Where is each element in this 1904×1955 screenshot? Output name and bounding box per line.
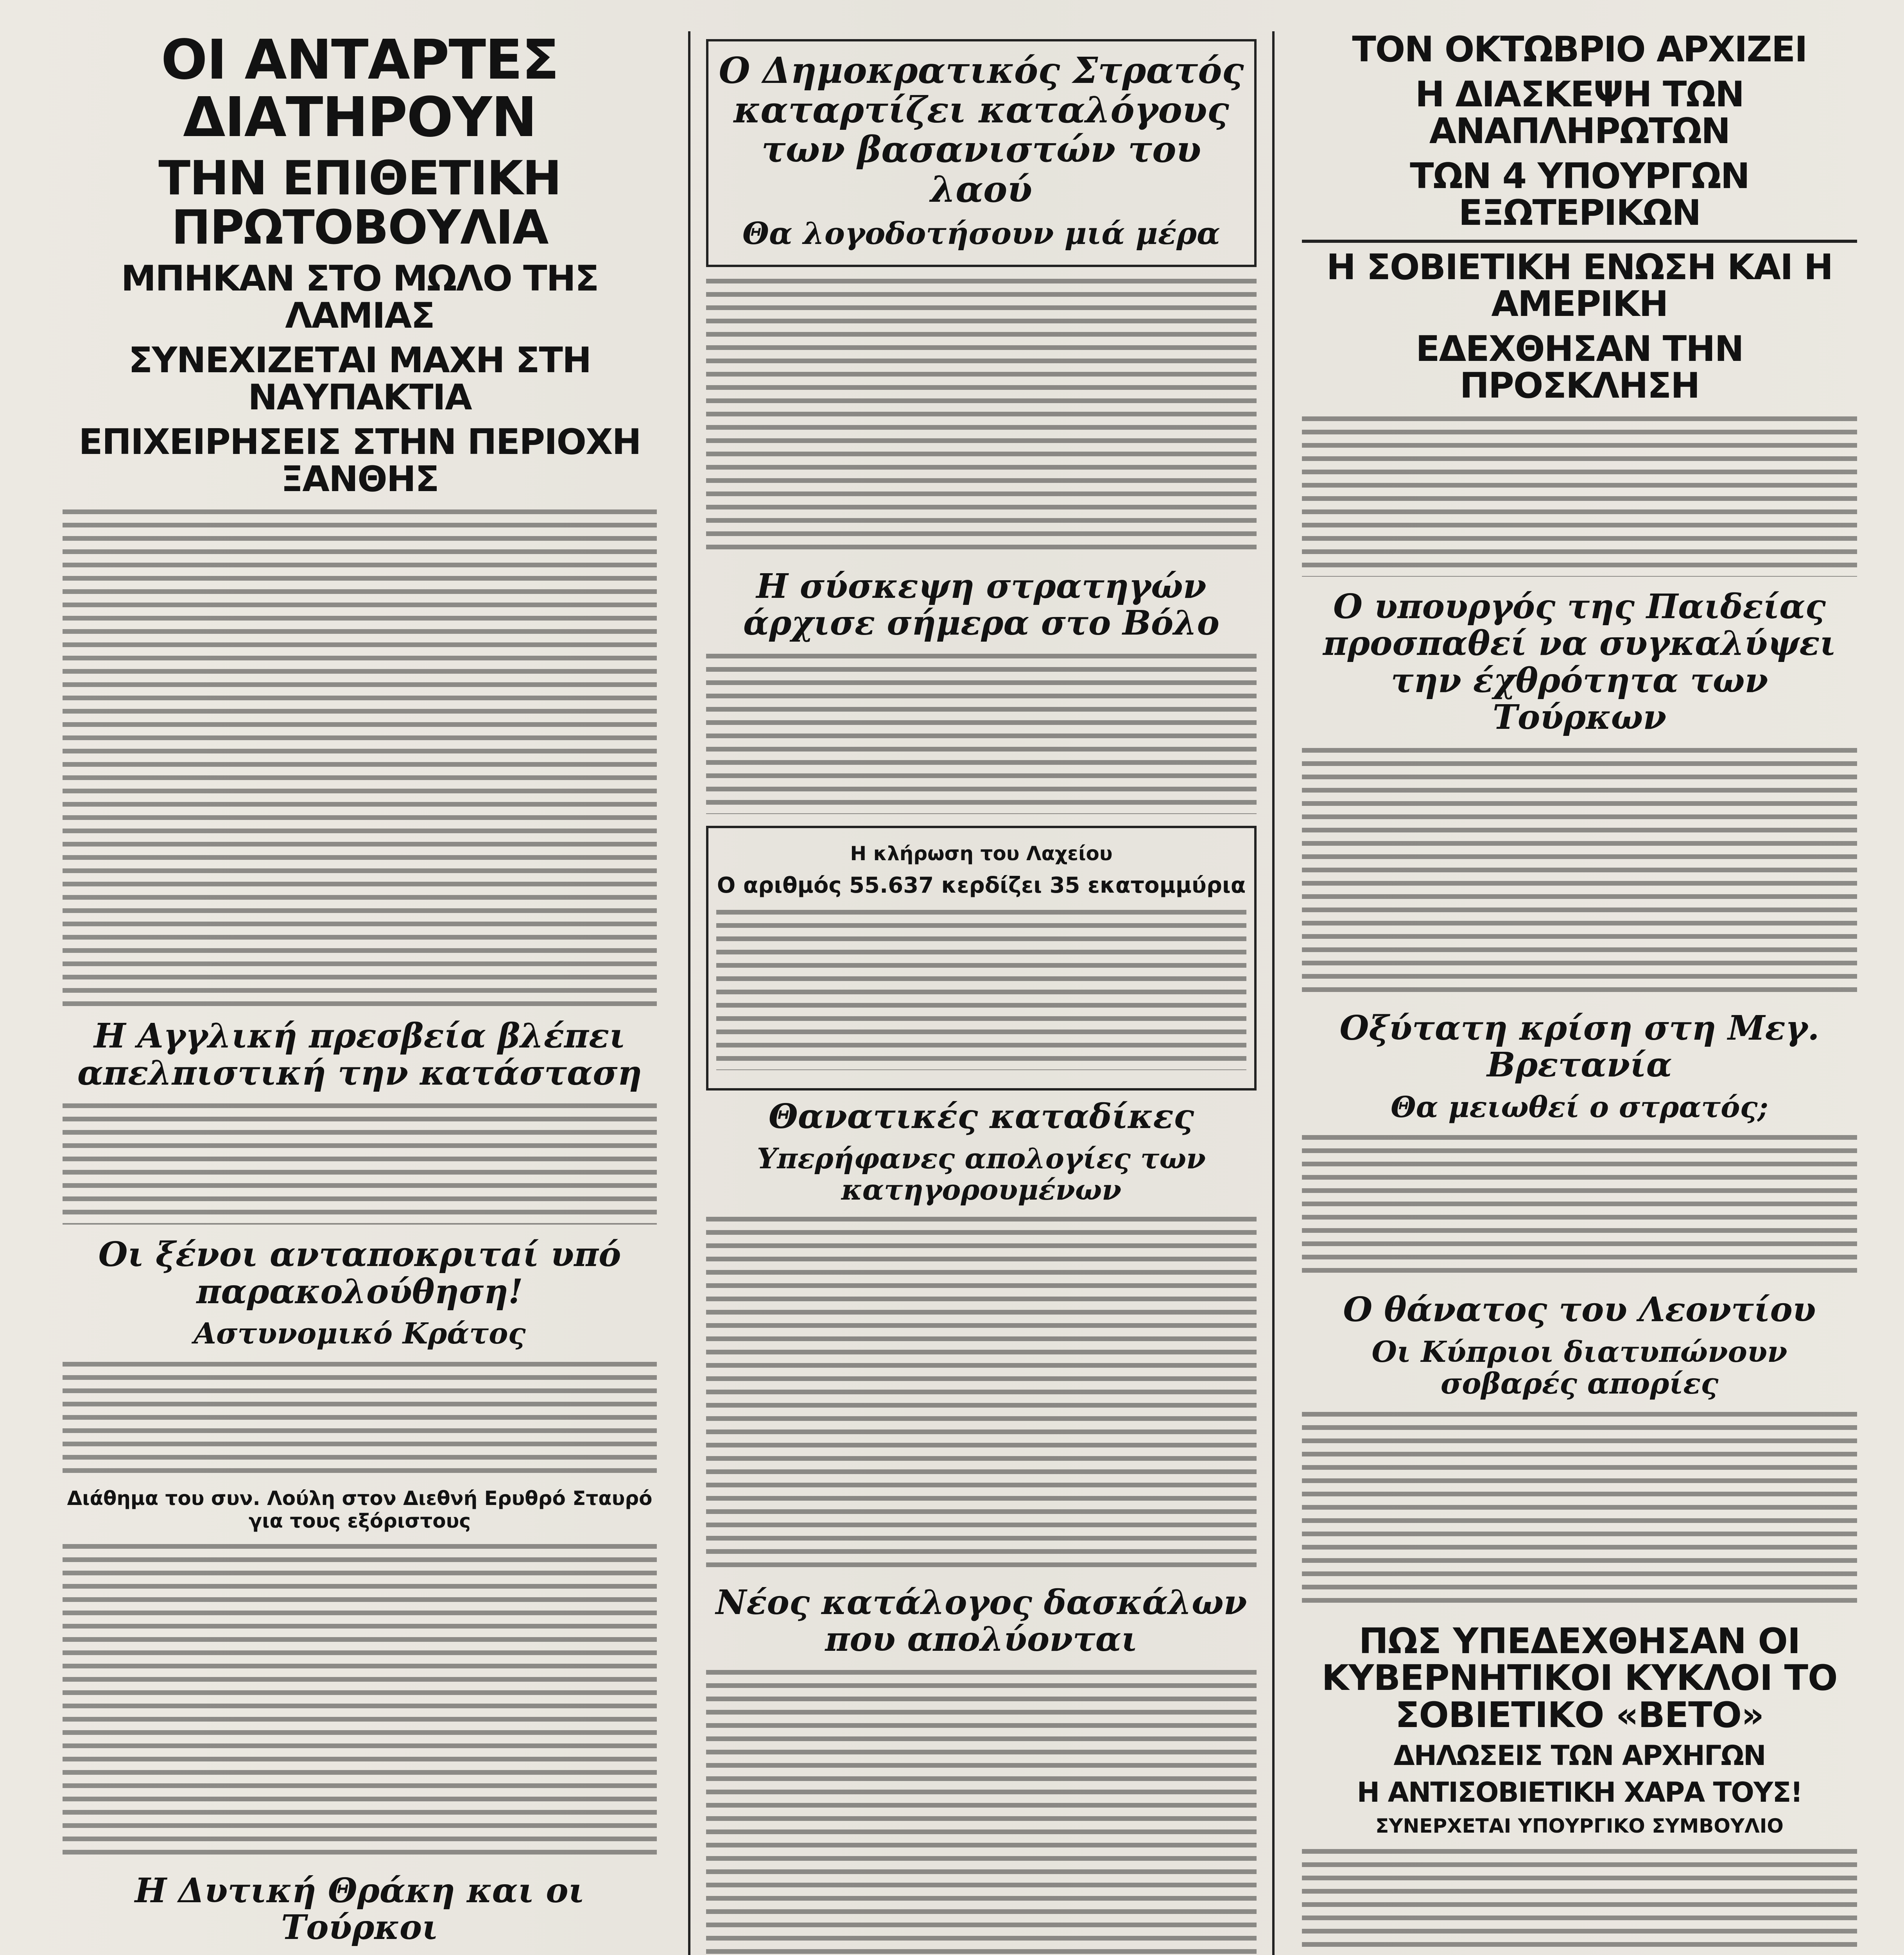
left-headline-5: ΕΠΙΧΕΙΡΗΣΕΙΣ ΣΤΗΝ ΠΕΡΙΟΧΗ ΞΑΝΘΗΣ xyxy=(79,421,641,500)
middle-lottery-box xyxy=(706,826,1257,1090)
middle-story-5-title: Νέος κατάλογος δασκάλων που απολύονται xyxy=(715,1582,1247,1659)
left-story-5-title: Η Δυτική Θράκη και οι Τούρκοι xyxy=(134,1871,585,1948)
right-text-block-3 xyxy=(1302,1131,1857,1280)
middle-story-2-title: Η σύσκεψη στρατηγών άρχισε σήμερα στο Βόλο xyxy=(743,566,1219,643)
right-text-block-4 xyxy=(1302,1408,1857,1611)
right-story-2-title: Ο υπουργός της Παιδείας προσπαθεί να συγκαλύψει την έχθρότητα των Τούρκων xyxy=(1323,586,1836,737)
left-story-2-title: Η Αγγλική πρεσβεία βλέπει απελπιστική την κατάσταση xyxy=(77,1016,642,1093)
left-text-block-4 xyxy=(63,1540,657,1861)
left-headline-3: ΜΠΗΚΑΝ ΣΤΟ ΜΩΛΟ ΤΗΣ ΛΑΜΙΑΣ xyxy=(121,258,599,336)
right-story-4-sub: Οι Κύπριοι διατυπώνουν σοβαρές απορίες xyxy=(1372,1335,1787,1401)
middle-headline-1: Ο Δημοκρατικός Στρατός καταρτίζει καταλόγους των βασανιστών του λαού xyxy=(719,49,1244,210)
left-text-block-3 xyxy=(63,1358,657,1475)
right-story-5-title: ΠΩΣ ΥΠΕΔΕΧΘΗΣΑΝ ΟΙ ΚΥΒΕΡΝΗΤΙΚΟΙ ΚΥΚΛΟΙ ΤΟ ΣΟΒΙΕΤΙΚΟ «ΒΕΤΟ» xyxy=(1321,1620,1838,1736)
middle-story-3-title: Η κλήρωση του Λαχείου xyxy=(850,842,1113,865)
right-story-3-title: Οξύτατη κρίση στη Μεγ. Βρετανία xyxy=(1339,1008,1820,1085)
middle-headline-2: Θα λογοδοτήσουν μιά μέρα xyxy=(742,215,1220,251)
middle-text-block-1 xyxy=(706,275,1257,556)
middle-top-box xyxy=(706,39,1257,267)
left-headline-1: ΟΙ ΑΝΤΑΡΤΕΣ ΔΙΑΤΗΡΟΥΝ xyxy=(161,28,559,149)
right-headline-2: Η ΔΙΑΣΚΕΨΗ ΤΩΝ ΑΝΑΠΛΗΡΩΤΩΝ xyxy=(1415,74,1744,152)
right-story-5-sub3: ΣΥΝΕΡΧΕΤΑΙ ΥΠΟΥΡΓΙΚΟ ΣΥΜΒΟΥΛΙΟ xyxy=(1375,1815,1784,1838)
middle-text-block-4 xyxy=(706,1213,1257,1573)
middle-story-4-title: Θανατικές καταδίκες xyxy=(768,1096,1194,1136)
right-text-block-5 xyxy=(1302,1845,1857,1955)
middle-story-4-sub: Υπερήφανες απολογίες των κατηγορουμένων xyxy=(757,1142,1206,1206)
left-column xyxy=(47,28,672,1955)
right-text-block-1 xyxy=(1302,413,1857,577)
left-text-block-2 xyxy=(63,1099,657,1225)
right-story-5-sub2: Η ΑΝΤΙΣΟΒΙΕΤΙΚΗ ΧΑΡΑ ΤΟΥΣ! xyxy=(1357,1776,1802,1808)
right-rule-1 xyxy=(1302,240,1857,243)
left-headline-2: ΤΗΝ ΕΠΙΘΕΤΙΚΗ ΠΡΩΤΟΒΟΥΛΙΑ xyxy=(158,151,561,255)
middle-story-3-sub: Ο αριθμός 55.637 κερδίζει 35 εκατομμύρια xyxy=(717,872,1246,898)
right-headline-3: ΤΩΝ 4 ΥΠΟΥΡΓΩΝ ΕΞΩΤΕΡΙΚΩΝ xyxy=(1410,155,1749,233)
right-headline-5: ΕΔΕΧΘΗΣΑΝ ΤΗΝ ΠΡΟΣΚΛΗΣΗ xyxy=(1416,328,1743,406)
middle-text-block-2 xyxy=(706,650,1257,814)
right-story-5-sub: ΔΗΛΩΣΕΙΣ ΤΩΝ ΑΡΧΗΓΩΝ xyxy=(1393,1740,1766,1772)
middle-column xyxy=(688,31,1275,1955)
left-text-block-1 xyxy=(63,506,657,1006)
right-story-3-sub: Θα μειωθεί ο στρατός; xyxy=(1391,1090,1768,1125)
left-story-4-title: Διάθημα του συν. Λούλη στον Διεθνή Ερυθρό Σταυρό για τους εξόριστους xyxy=(67,1487,653,1532)
right-headline-1: ΤΟΝ ΟΚΤΩΒΡΙΟ ΑΡΧΙΖΕΙ xyxy=(1352,29,1807,70)
right-story-4-title: Ο θάνατος του Λεοντίου xyxy=(1343,1290,1816,1330)
left-story-3-sub: Αστυνομικό Κράτος xyxy=(194,1317,526,1351)
right-column xyxy=(1286,31,1873,1955)
middle-text-block-3 xyxy=(716,906,1246,1070)
left-story-3-title: Οι ξένοι ανταποκριτaί υπό παρακολούθηση! xyxy=(98,1235,621,1311)
middle-text-block-5 xyxy=(706,1666,1257,1955)
left-headline-4: ΣΥΝΕΧΙΖΕΤΑΙ ΜΑΧΗ ΣΤΗ ΝΑΥΠΑΚΤΙΑ xyxy=(128,340,591,418)
right-headline-4: Η ΣΟΒΙΕΤΙΚΗ ΕΝΩΣΗ ΚΑΙ Η ΑΜΕΡΙΚΗ xyxy=(1326,246,1833,325)
right-text-block-2 xyxy=(1302,744,1857,998)
